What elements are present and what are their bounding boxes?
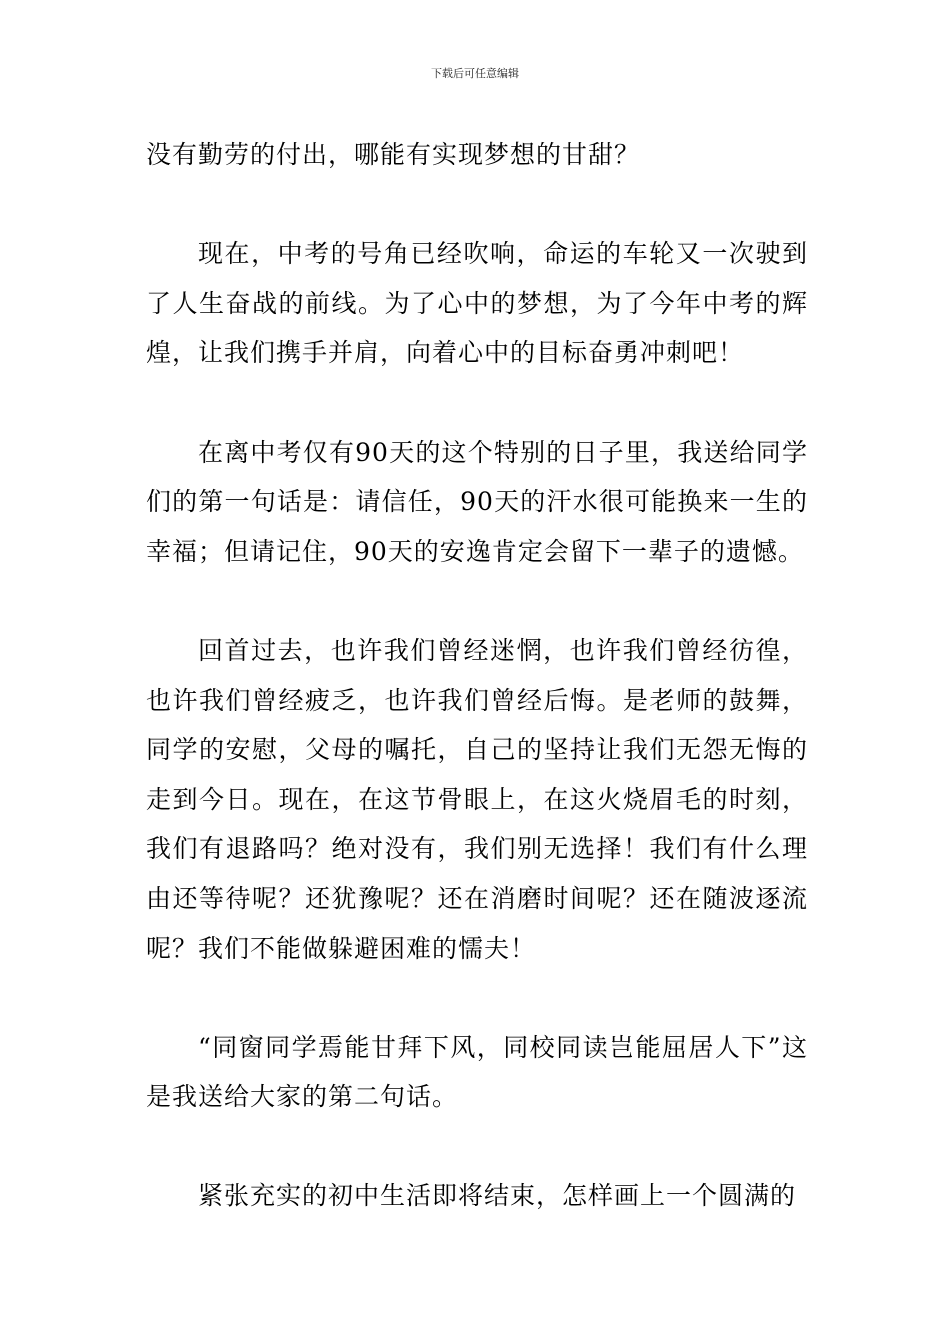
paragraph-gap <box>146 973 808 1023</box>
document-body <box>146 130 808 1221</box>
paragraph-gap <box>146 576 808 626</box>
paragraph-gap <box>146 378 808 428</box>
paragraph-gap <box>146 180 808 230</box>
paragraph-2: 现在，中考的号角已经吹响，命运的车轮又一次驶到了人生奋战的前线。为了心中的梦想，为了今年中考的辉煌，让我们携手并肩，向着心中的目标奋勇冲刺吧！ <box>146 239 808 368</box>
paragraph-4: 回首过去，也许我们曾经迷惘，也许我们曾经彷徨，也许我们曾经疲乏，也许我们曾经后悔。是老师的鼓舞，同学的安慰，父母的嘱托，自己的坚持让我们无怨无悔的走到今日。现在，在这节骨眼上，在这火烧眉毛的时刻，我们有退路吗？绝对没有，我们别无选择！我们有什么理由还等待呢？还犹豫呢？还在消磨时间呢？还在随波逐流呢？我们不能做躲避困难的懦夫！ <box>146 635 808 963</box>
paragraph-1: 没有勤劳的付出，哪能有实现梦想的甘甜？ <box>146 140 641 169</box>
page-header: 下载后可任意编辑 <box>431 67 519 80</box>
paragraph-gap <box>146 1122 808 1172</box>
paragraph-6: 紧张充实的初中生活即将结束，怎样画上一个圆满的 <box>198 1181 797 1211</box>
paragraph-3: 在离中考仅有90天的这个特别的日子里，我送给同学们的第一句话是：请信任，90天的汗水很可能换来一生的幸福；但请记住，90天的安逸肯定会留下一辈子的遗憾。 <box>146 437 808 566</box>
paragraph-5: “同窗同学焉能甘拜下风，同校同读岂能屈居人下”这是我送给大家的第二句话。 <box>146 1032 808 1112</box>
